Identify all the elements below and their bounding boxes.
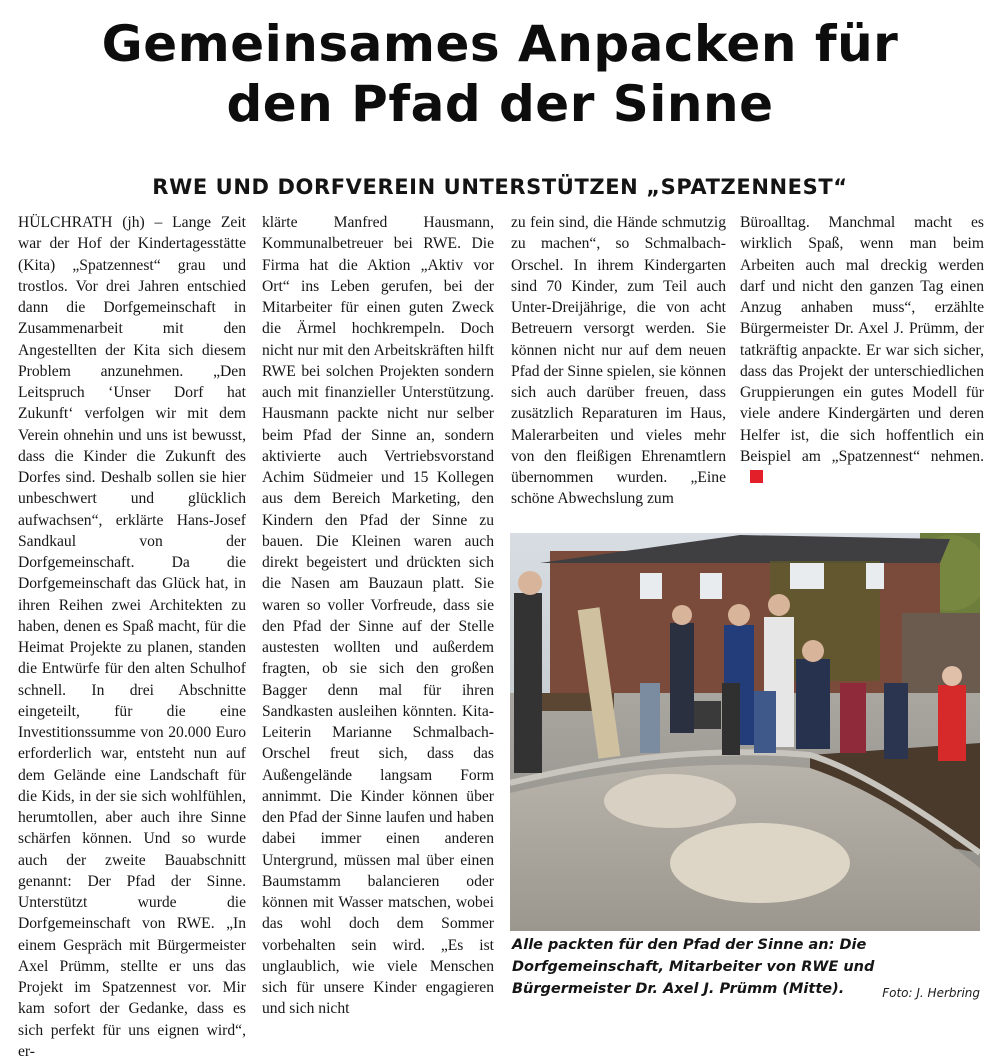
article-subheadline: RWE UND DORFVEREIN UNTERSTÜTZEN „SPATZENNEST“	[152, 175, 848, 199]
photo-adult-2-head	[672, 605, 692, 625]
article-column-1: HÜLCHRATH (jh) – Lange Zeit war der Hof der Kindertagesstätte (Kita) „Spatzennest“ grau und trostlos. Vor drei Jahren entschied dann die Dorfgemeinschaft in Zusammenarbeit mit den Angestellten der Kita sich diesem Problem anzunehmen. „Den Leitspruch ‘Unser Dorf hat Zukunft‘ verfolgen wir mit dem Verein ohnehin und uns ist bewusst, dass die Kinder die Zukunft des Dorfes sind. Deshalb sollen sie hier unbeschwert und glücklich aufwachsen“, erklärte Hans-Josef Sandkaul von der Dorfgemeinschaft. Da die Dorfgemeinschaft das Glück hat, in ihren Reihen zwei Architekten zu haben, denen es Spaß macht, für die Heimat Projekte zu planen, standen die Entwürfe für den alten Schulhof schnell. In drei Abschnitte eingeteilt, für die eine Investitionssumme von 20.000 Euro erforderlich war, entsteht nun auf dem Gelände eine Landschaft für die Kids, in der sie sich wohlfühlen, herumtollen, aber auch ihre Sinne schärfen können. Und so wurde auch der zweite Bauabschnitt genannt: Der Pfad der Sinne. Unterstützt wurde die Dorfgemeinschaft von RWE. „In einem Gespräch mit Bürgermeister Axel Prümm, stellte er uns das Projekt im Spatzennest vor. Mir kam sofort der Gedanke, dass es sich perfekt für uns eignen wird“, er-	[18, 214, 246, 1060]
photo-boulder-right	[670, 823, 850, 903]
photo-child-3	[754, 691, 776, 753]
photo-caption: Alle packten für den Pfad der Sinne an: Die Dorfgemeinschaft, Mitarbeiter von RWE und Bürgermeister Dr. Axel J. Prümm (Mitte).	[512, 937, 875, 997]
article-photo	[510, 533, 980, 931]
end-of-article-mark	[750, 470, 763, 483]
article-column-3: zu fein sind, die Hände schmutzig zu machen“, so Schmalbach-Orschel. In ihrem Kindergarten sind 70 Kinder, zum Teil auch Unter-Dreijährige, die von acht Betreuern versorgt werden. Sie können nicht nur auf dem neuen Pfad der Sinne spielen, sie können sich auch darüber freuen, dass zusätzlich Reparaturen im Haus, Malerarbeiten und vieles mehr von den fleißigen Ehrenamtlern übernommen wurden. „Eine schöne Abwechslung zum	[511, 214, 726, 508]
photo-child-4	[840, 683, 866, 753]
photo-adult-1	[514, 593, 542, 773]
headline-line-2: den Pfad der Sinne	[226, 75, 774, 133]
photo-window-3	[790, 563, 824, 589]
article-column-2: klärte Manfred Hausmann, Kommunalbetreuer bei RWE. Die Firma hat die Aktion „Aktiv vor Ort“ ins Leben gerufen, bei der Mitarbeiter für einen guten Zweck die Ärmel hochkrempeln. Doch nicht nur mit den Arbeitskräften hilft RWE bei solchen Projekten sondern auch mit finanzieller Unterstützung. Hausmann packte nicht nur selber beim Pfad der Sinne an, sondern aktivierte auch Vertriebsvorstand Achim Südmeier und 15 Kollegen aus dem Bereich Marketing, den Kindern den Pfad der Sinne zu bauen. Die Kleinen waren auch direkt begeistert und drückten sich die Nasen am Bauzaun platt. Sie waren so voller Vorfreude, dass sie den Pfad der Sinne auf der Stelle austesten wollten und außerdem fragten, ob sie sich den großen Bagger denn mal für ihren Sandkasten ausleihen könnten. Kita-Leiterin Marianne Schmalbach-Orschel freut sich, dass das Außengelände langsam Form annimmt. Die Kinder können über den Pfad der Sinne laufen und haben dabei immer einen anderen Untergrund, müssen mal über einen Baumstamm balancieren oder können mit Wasser matschen, wobei das wohl doch dem Sommer vorbehalten sein wird. „Es ist unglaublich, wie viele Menschen sich für unsere Kinder engagieren und sich nicht	[262, 214, 494, 1018]
photo-credit: Foto: J. Herbring	[882, 986, 980, 1000]
article-headline	[0, 14, 1000, 134]
photo-child-6-head	[942, 666, 962, 686]
photo-adult-3-head	[728, 604, 750, 626]
photo-adult-2	[670, 623, 694, 733]
photo-adult-4-head	[768, 594, 790, 616]
photo-adult-1-head	[518, 571, 542, 595]
headline-line-1: Gemeinsames Anpacken für	[101, 15, 899, 73]
photo-child-5	[884, 683, 908, 759]
photo-window-1	[640, 573, 662, 599]
photo-window-4	[866, 563, 884, 589]
photo-adult-5-head	[802, 640, 824, 662]
photo-boulder-left	[604, 774, 736, 828]
photo-window-2	[700, 573, 722, 599]
photo-adult-5	[796, 659, 830, 749]
photo-child-1	[640, 683, 660, 753]
photo-child-2	[722, 683, 740, 755]
article-column-4-text: Büroalltag. Manchmal macht es wirklich Spaß, wenn man beim Arbeiten auch mal dreckig werden darf und nicht den ganzen Tag einen Anzug anhaben muss“, erzählte Bürgermeister Dr. Axel J. Prümm, der tatkräftig anpackte. Er war sich sicher, dass das Projekt der unterschiedlichen Gruppierungen ein gutes Modell für viele andere Kindergärten und deren Helfer ist, die sich hoffentlich ein Beispiel am „Spatzennest“ nehmen.	[740, 214, 984, 465]
article-column-4	[740, 212, 984, 488]
photo-child-6	[938, 685, 966, 761]
